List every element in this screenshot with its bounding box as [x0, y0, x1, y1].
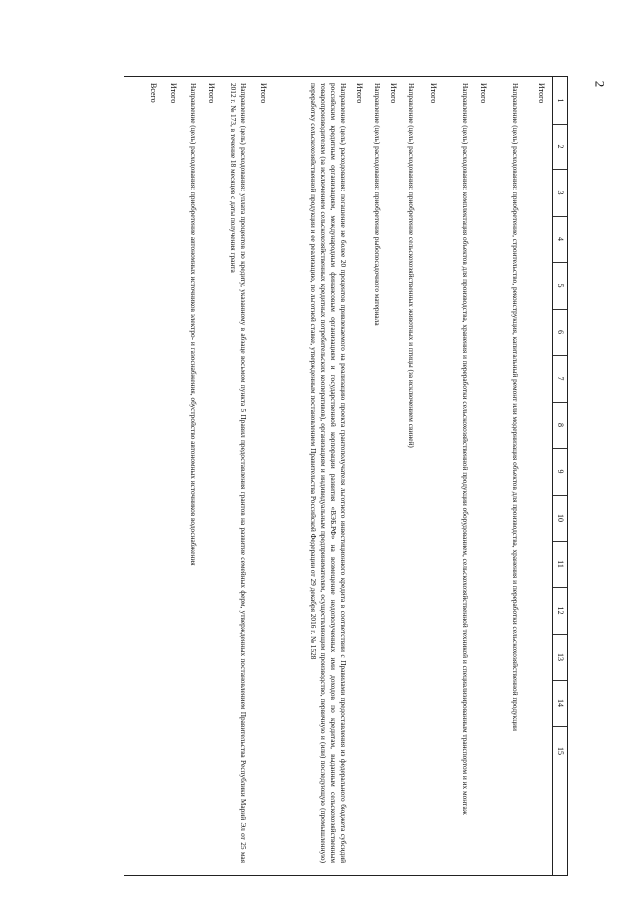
column-header: 4	[556, 237, 565, 241]
direction-row: Направление (цель) расходования: комплектация объектов для производства, хранения и переработки сельскохозяйственной продукции оборудованием, сельскохозяйственной техникой и специализированным транспортом и их монтаж	[461, 83, 470, 815]
total-row: Итого	[389, 83, 398, 104]
rotated-table	[124, 76, 568, 876]
column-header: 3	[556, 190, 565, 195]
direction-row: Направление (цель) расходования: уплата процентов по кредиту, указанному в абзаце восьмом пункта 5 Правил предоставления грантов на развитие семейных ферм, утвержденных постановлением Правительства Республики Марий Эл от 25 мая 2012 г. № 173, в течение 18 месяцев с даты получения гранта	[229, 83, 248, 863]
column-header: 6	[556, 330, 565, 334]
column-divider	[553, 262, 567, 263]
column-header: 1	[556, 98, 565, 103]
total-row: Итого	[259, 83, 268, 104]
total-row: Всего	[149, 83, 158, 103]
table-body	[124, 76, 552, 876]
column-header: 5	[556, 283, 565, 288]
direction-row: Направление (цель) расходования: приобретение, строительство, реконструкция, капитальный ремонт или модернизация объектов для производства, хранения и переработки сельскохозяйственной продукции	[511, 83, 520, 731]
column-header: 9	[556, 469, 565, 474]
column-divider	[553, 680, 567, 681]
column-header: 12	[556, 606, 565, 615]
column-header: 7	[556, 376, 565, 381]
column-header: 2	[556, 144, 565, 149]
direction-row: Направление (цель) расходования: приобретение сельскохозяйственных животных и птицы (за исключением свиней)	[407, 83, 416, 448]
column-divider	[553, 124, 567, 125]
column-divider	[553, 355, 567, 356]
page-number: 2	[592, 80, 608, 88]
column-divider	[553, 448, 567, 449]
direction-row: Направление (цель) расходования: погашение не более 20 процентов привлекаемого на реализацию проекта грантополучателя льготного инвестиционного кредита в соответствии с Правилами предоставления из федерального бюджета субсидий российским кредитным организациям, международным финансовым организациям и государственной корпорации развития «ВЭБ.РФ» на возмещение недополученных ими доходов по кредитам, выданным сельскохозяйственным товаропроизводителям (за исключением сельскохозяйственных кредитных потребительских кооперативов), организациям и индивидуальным предпринимателям, осуществляющим производство, первичную и (или) последующую (промышленную) переработку сельскохозяйственной продукции и ее реализацию, по льготной ставке, утвержденным постановлением Правительства Российской Федерации от 29 декабря 2016 г. № 1528	[309, 83, 348, 863]
total-row: Итого	[537, 83, 546, 104]
direction-row: Направление (цель) расходования: приобретение рыбопосадочного материала	[373, 83, 382, 326]
column-header: 10	[556, 514, 565, 522]
column-divider	[553, 495, 567, 496]
column-header: 15	[556, 747, 565, 755]
column-header: 8	[556, 423, 565, 427]
column-divider	[553, 541, 567, 542]
column-divider	[553, 309, 567, 310]
total-row: Итого	[169, 83, 178, 104]
column-divider	[553, 634, 567, 635]
column-divider	[553, 169, 567, 170]
column-divider	[553, 726, 567, 727]
column-header: 11	[556, 560, 565, 568]
column-header: 13	[556, 653, 565, 661]
column-divider	[553, 402, 567, 403]
total-row: Итого	[429, 83, 438, 104]
total-row: Итого	[207, 83, 216, 104]
column-header: 14	[556, 699, 565, 707]
direction-row: Направление (цель) расходования: приобретение автономных источников электро- и газоснабжения, обустройство автономных источников водоснабжения	[189, 83, 198, 566]
column-divider	[553, 587, 567, 588]
total-row: Итого	[479, 83, 488, 104]
table-header	[552, 76, 568, 876]
column-divider	[553, 216, 567, 217]
total-row: Итого	[355, 83, 364, 104]
